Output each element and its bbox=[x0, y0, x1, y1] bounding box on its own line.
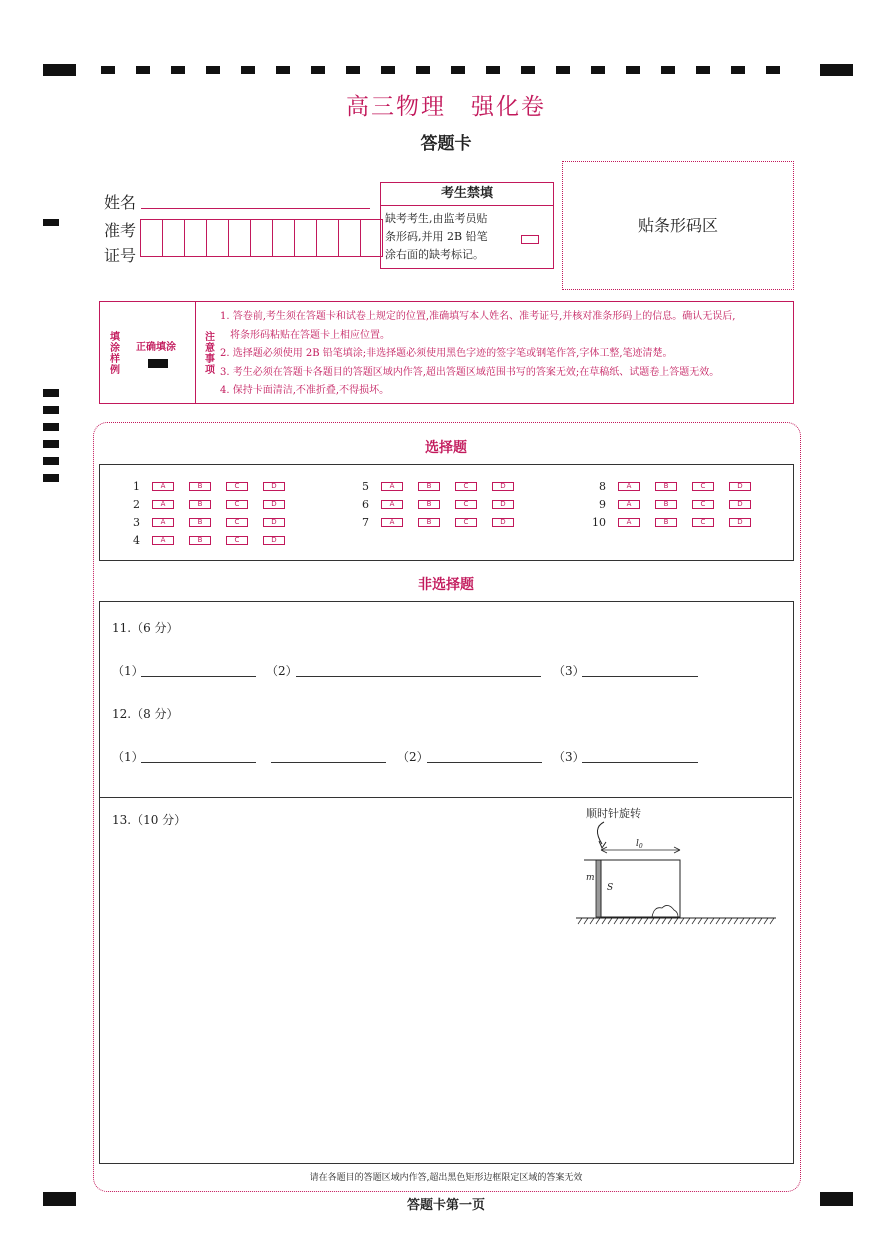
answer-bubble-d[interactable]: D bbox=[263, 536, 285, 545]
side-mark bbox=[43, 474, 59, 482]
hatch-line bbox=[752, 918, 756, 924]
answer-bubble-b[interactable]: B bbox=[418, 518, 440, 527]
digit-cell[interactable] bbox=[162, 219, 185, 257]
hatch-line bbox=[614, 918, 618, 924]
hatch-line bbox=[578, 918, 582, 924]
digit-cell[interactable] bbox=[228, 219, 251, 257]
hatch-line bbox=[650, 918, 654, 924]
timing-mark bbox=[661, 66, 675, 74]
page-title: 高三物理 强化卷 bbox=[346, 94, 546, 120]
hatch-line bbox=[764, 918, 768, 924]
answer-bubble-a[interactable]: A bbox=[152, 536, 174, 545]
hatch-line bbox=[656, 918, 660, 924]
hatch-line bbox=[710, 918, 714, 924]
digit-cell[interactable] bbox=[140, 219, 163, 257]
question-number: 7 bbox=[362, 516, 369, 529]
answer-bubble-b[interactable]: B bbox=[655, 500, 677, 509]
cylinder-wall bbox=[596, 860, 601, 917]
hatch-line bbox=[734, 918, 738, 924]
answer-bubble-a[interactable]: A bbox=[618, 518, 640, 527]
timing-mark bbox=[171, 66, 185, 74]
q12-blank-3-label: （3） bbox=[553, 750, 585, 764]
choice-question-row bbox=[341, 498, 529, 511]
answer-bubble-c[interactable]: C bbox=[692, 518, 714, 527]
hatch-line bbox=[722, 918, 726, 924]
q12-blank-2-label: （2） bbox=[397, 750, 429, 764]
answer-bubble-b[interactable]: B bbox=[418, 500, 440, 509]
timing-mark bbox=[381, 66, 395, 74]
answer-bubble-a[interactable]: A bbox=[618, 482, 640, 491]
digit-cell[interactable] bbox=[250, 219, 273, 257]
registration-mark bbox=[43, 64, 76, 76]
hatch-line bbox=[704, 918, 708, 924]
q11-blank-1[interactable] bbox=[141, 676, 256, 677]
q12-blank-3[interactable] bbox=[582, 762, 698, 763]
section-title-nonchoice: 非选择题 bbox=[418, 577, 474, 593]
timing-mark bbox=[556, 66, 570, 74]
q12-blank-2[interactable] bbox=[427, 762, 542, 763]
timing-mark bbox=[626, 66, 640, 74]
physics-figure bbox=[570, 800, 780, 930]
question-number: 5 bbox=[362, 480, 369, 493]
timing-mark bbox=[696, 66, 710, 74]
question-number: 10 bbox=[592, 516, 606, 529]
answer-bubble-b[interactable]: B bbox=[189, 518, 211, 527]
name-field[interactable] bbox=[141, 208, 370, 209]
question-number: 9 bbox=[599, 498, 606, 511]
side-mark bbox=[43, 389, 59, 397]
notice-divider bbox=[195, 302, 196, 403]
barcode-area: 贴条形码区 bbox=[562, 161, 794, 290]
side-mark bbox=[43, 457, 59, 465]
hatch-line bbox=[728, 918, 732, 924]
choice-question-row bbox=[578, 516, 766, 529]
hatch-line bbox=[680, 918, 684, 924]
fill-example-caption: 正确填涂 bbox=[136, 342, 176, 353]
question-13-label: 13.（10 分） bbox=[112, 813, 187, 827]
choice-question-row bbox=[112, 534, 300, 547]
answer-bubble-d[interactable]: D bbox=[492, 500, 514, 509]
timing-mark bbox=[451, 66, 465, 74]
side-mark bbox=[43, 440, 59, 448]
fill-example-label: 填涂样例 bbox=[110, 332, 120, 376]
answer-bubble-c[interactable]: C bbox=[226, 536, 248, 545]
timing-mark bbox=[311, 66, 325, 74]
hatch-line bbox=[770, 918, 774, 924]
notice-item: 4. 保持卡面清洁,不准折叠,不得损坏。 bbox=[220, 385, 390, 396]
mass-label: m bbox=[586, 873, 595, 883]
choice-question-row bbox=[112, 480, 300, 493]
hatch-line bbox=[692, 918, 696, 924]
notice-item: 1. 答卷前,考生须在答题卡和试卷上规定的位置,准确填写本人姓名、准考证号,并核对准条形码上的信息。确认无误后, bbox=[220, 311, 736, 322]
question-11-label: 11.（6 分） bbox=[112, 621, 179, 635]
hatch-line bbox=[584, 918, 588, 924]
q12-blank-1a[interactable] bbox=[141, 762, 256, 763]
page-footer: 答题卡第一页 bbox=[406, 1198, 485, 1213]
digit-cell[interactable] bbox=[316, 219, 339, 257]
answer-bubble-c[interactable]: C bbox=[226, 482, 248, 491]
question-number: 6 bbox=[362, 498, 369, 511]
hatch-line bbox=[632, 918, 636, 924]
hatch-line bbox=[698, 918, 702, 924]
answer-bubble-b[interactable]: B bbox=[418, 482, 440, 491]
hatch-line bbox=[686, 918, 690, 924]
gas-blob bbox=[652, 905, 678, 917]
area-label: S bbox=[607, 883, 614, 893]
choice-question-row bbox=[341, 480, 529, 493]
answer-bubble-d[interactable]: D bbox=[492, 518, 514, 527]
side-mark bbox=[43, 406, 59, 414]
absent-line: 涂右面的缺考标记。 bbox=[385, 248, 484, 261]
answer-bubble-d[interactable]: D bbox=[729, 482, 751, 491]
choice-question-row bbox=[112, 498, 300, 511]
timing-mark bbox=[136, 66, 150, 74]
notice-item: 2. 选择题必须使用 2B 铅笔填涂;非选择题必须使用黑色字迹的签字笔或钢笔作答,字体工整,笔迹清楚。 bbox=[220, 348, 673, 359]
question-12-label: 12.（8 分） bbox=[112, 707, 179, 721]
answer-bubble-a[interactable]: A bbox=[152, 500, 174, 509]
answer-bubble-c[interactable]: C bbox=[692, 500, 714, 509]
question-divider bbox=[99, 797, 792, 798]
ground-hatch bbox=[578, 918, 774, 924]
hatch-line bbox=[746, 918, 750, 924]
answer-bubble-a[interactable]: A bbox=[381, 518, 403, 527]
registration-mark bbox=[820, 64, 853, 76]
answer-bubble-d[interactable]: D bbox=[263, 482, 285, 491]
digit-cell[interactable] bbox=[294, 219, 317, 257]
footer-note: 请在各题目的答题区域内作答,超出黑色矩形边框限定区域的答案无效 bbox=[309, 1173, 583, 1183]
hatch-line bbox=[602, 918, 606, 924]
answer-bubble-b[interactable]: B bbox=[655, 518, 677, 527]
name-label: 姓名 bbox=[104, 193, 137, 212]
q12-blank-1-label: （1） bbox=[112, 750, 144, 764]
hatch-line bbox=[740, 918, 744, 924]
timing-mark bbox=[241, 66, 255, 74]
absent-line: 条形码,并用 2B 铅笔 bbox=[385, 230, 488, 243]
timing-mark bbox=[591, 66, 605, 74]
q11-blank-2-label: （2） bbox=[266, 664, 298, 678]
absent-instructions bbox=[385, 210, 513, 264]
timing-mark bbox=[276, 66, 290, 74]
answer-bubble-d[interactable]: D bbox=[263, 500, 285, 509]
side-mark bbox=[43, 219, 59, 226]
answer-bubble-c[interactable]: C bbox=[455, 500, 477, 509]
answer-bubble-a[interactable]: A bbox=[152, 518, 174, 527]
answer-bubble-a[interactable]: A bbox=[152, 482, 174, 491]
hatch-line bbox=[608, 918, 612, 924]
timing-mark bbox=[766, 66, 780, 74]
choice-question-row bbox=[341, 516, 529, 529]
hatch-line bbox=[674, 918, 678, 924]
id-label-line1: 准考 bbox=[104, 221, 137, 240]
q11-blank-3-label: （3） bbox=[553, 664, 585, 678]
q12-blank-1b[interactable] bbox=[271, 762, 386, 763]
digit-cell[interactable] bbox=[338, 219, 361, 257]
answer-bubble-d[interactable]: D bbox=[492, 482, 514, 491]
timing-mark bbox=[101, 66, 115, 74]
question-number: 4 bbox=[133, 534, 140, 547]
rotation-arrow-icon bbox=[597, 822, 604, 844]
hatch-line bbox=[716, 918, 720, 924]
answer-bubble-d[interactable]: D bbox=[263, 518, 285, 527]
absent-heading: 考生禁填 bbox=[381, 183, 553, 206]
answer-bubble-c[interactable]: C bbox=[226, 500, 248, 509]
answer-bubble-a[interactable]: A bbox=[381, 482, 403, 491]
answer-bubble-a[interactable]: A bbox=[381, 500, 403, 509]
answer-bubble-b[interactable]: B bbox=[189, 536, 211, 545]
page-subtitle: 答题卡 bbox=[420, 134, 472, 154]
choice-question-row bbox=[578, 498, 766, 511]
hatch-line bbox=[590, 918, 594, 924]
digit-cell[interactable] bbox=[272, 219, 295, 257]
absent-box bbox=[380, 182, 554, 269]
hatch-line bbox=[638, 918, 642, 924]
answer-bubble-d[interactable]: D bbox=[729, 500, 751, 509]
hatch-line bbox=[758, 918, 762, 924]
q13-answer-space[interactable] bbox=[100, 835, 570, 1155]
notice-item: 3. 考生必须在答题卡各题目的答题区域内作答,超出答题区域范围书写的答案无效;在草稿纸、试题卷上答题无效。 bbox=[220, 366, 720, 378]
q11-blank-3[interactable] bbox=[582, 676, 698, 677]
digit-cell[interactable] bbox=[206, 219, 229, 257]
timing-mark bbox=[346, 66, 360, 74]
hatch-line bbox=[662, 918, 666, 924]
id-label-line2: 证号 bbox=[104, 246, 137, 265]
question-number: 1 bbox=[133, 480, 140, 493]
answer-bubble-c[interactable]: C bbox=[226, 518, 248, 527]
answer-bubble-b[interactable]: B bbox=[655, 482, 677, 491]
hatch-line bbox=[596, 918, 600, 924]
timing-mark bbox=[731, 66, 745, 74]
answer-bubble-c[interactable]: C bbox=[455, 518, 477, 527]
q11-blank-2[interactable] bbox=[296, 676, 541, 677]
notice-item: 将条形码粘贴在答题卡上相应位置。 bbox=[220, 329, 390, 341]
length-label: $l_0$ bbox=[636, 839, 643, 850]
absent-mark-bubble[interactable] bbox=[521, 235, 539, 244]
timing-mark bbox=[521, 66, 535, 74]
answer-bubble-c[interactable]: C bbox=[692, 482, 714, 491]
side-mark bbox=[43, 423, 59, 431]
filled-bubble-example bbox=[148, 359, 168, 368]
question-number: 3 bbox=[133, 516, 140, 529]
question-number: 2 bbox=[133, 498, 140, 511]
hatch-line bbox=[626, 918, 630, 924]
exam-number-grid[interactable] bbox=[141, 219, 383, 257]
absent-line: 缺考考生,由监考员贴 bbox=[385, 212, 488, 225]
choice-question-row bbox=[578, 480, 766, 493]
q11-blank-1-label: （1） bbox=[112, 664, 144, 678]
hatch-line bbox=[644, 918, 648, 924]
section-title-choice: 选择题 bbox=[425, 440, 467, 456]
notice-box bbox=[99, 301, 794, 404]
notice-label: 注意事项 bbox=[205, 332, 215, 376]
answer-bubble-a[interactable]: A bbox=[618, 500, 640, 509]
answer-bubble-b[interactable]: B bbox=[189, 482, 211, 491]
timing-mark bbox=[416, 66, 430, 74]
hatch-line bbox=[620, 918, 624, 924]
hatch-line bbox=[668, 918, 672, 924]
choice-question-row bbox=[112, 516, 300, 529]
digit-cell[interactable] bbox=[184, 219, 207, 257]
timing-mark bbox=[486, 66, 500, 74]
answer-bubble-b[interactable]: B bbox=[189, 500, 211, 509]
figure-caption: 顺时针旋转 bbox=[586, 807, 641, 820]
answer-bubble-d[interactable]: D bbox=[729, 518, 751, 527]
answer-bubble-c[interactable]: C bbox=[455, 482, 477, 491]
timing-mark bbox=[206, 66, 220, 74]
notice-list bbox=[220, 308, 788, 401]
question-number: 8 bbox=[599, 480, 606, 493]
